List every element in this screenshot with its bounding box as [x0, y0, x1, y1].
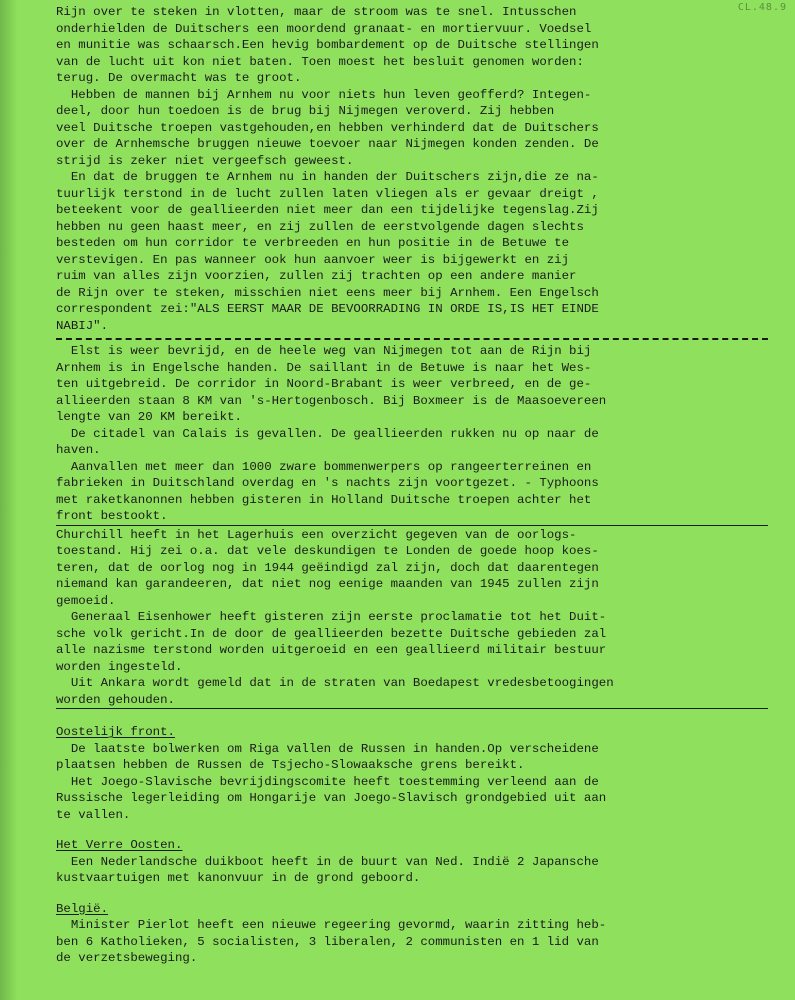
text-line: Generaal Eisenhower heeft gisteren zijn eerste proclamatie tot het Duit-	[56, 610, 607, 624]
section-heading: Oostelijk front.	[56, 725, 175, 739]
text-line: Het Joego-Slavische bevrijdingscomite heeft toestemming verleend aan de	[56, 774, 599, 789]
news-block	[56, 527, 768, 709]
news-block	[56, 343, 768, 525]
text-line: met raketkanonnen hebben gisteren in Holland Duitsche troepen achter het	[56, 492, 592, 507]
text-line: De laatste bolwerken om Riga vallen de Russen in handen.Op verscheidene	[56, 741, 599, 756]
text-line: Rijn over te steken in vlotten, maar de stroom was te snel. Intusschen	[56, 5, 577, 19]
text-line: deel, door hun toedoen is de brug bij Nijmegen veroverd. Zij hebben	[56, 104, 555, 118]
text-line: worden ingesteld.	[56, 659, 183, 674]
text-line: tuurlijk terstond in de lucht zullen laten vliegen als er gevaar dreigt ,	[56, 186, 599, 201]
text-line: besteden om hun corridor te verbreeden en hun positie in de Betuwe te	[56, 236, 570, 250]
text-line: Russische legerleiding om Hongarije van Joego-Slavisch grondgebied uit aan	[56, 791, 607, 805]
text-line: Arnhem is in Engelsche handen. De saillant in de Betuwe is naar het Wes-	[56, 360, 592, 375]
paragraph	[56, 87, 768, 170]
text-line: Minister Pierlot heeft een nieuwe regeering gevormd, waarin zitting heb-	[56, 918, 607, 932]
section-heading: Het Verre Oosten.	[56, 838, 183, 852]
text-line: hebben nu geen haast meer, en zij zullen de eerstvolgende dagen slechts	[56, 219, 584, 234]
text-line: Aanvallen met meer dan 1000 zware bommenwerpers op rangeerterreinen en	[56, 459, 592, 474]
solid-divider	[56, 525, 768, 526]
text-line: de Rijn over te steken, misschien niet eens meer bij Arnhem. Een Engelsch	[56, 285, 599, 300]
text-line: van de lucht uit kon niet baten. Toen moest het besluit genomen worden:	[56, 54, 584, 69]
text-line: en munitie was schaarsch.Een hevig bombardement op de Duitsche stellingen	[56, 38, 599, 52]
text-line: ten uitgebreid. De corridor in Noord-Brabant is weer verbreed, en de ge-	[56, 377, 592, 391]
text-line: toestand. Hij zei o.a. dat vele deskundigen te Londen de goede hoop koes-	[56, 544, 599, 558]
text-line: correspondent zei:"ALS EERST MAAR DE BEVOORRADING IN ORDE IS,IS HET EINDE	[56, 302, 599, 316]
text-line: lengte van 20 KM bereikt.	[56, 410, 242, 424]
text-line: kustvaartuigen met kanonvuur in de grond geboord.	[56, 871, 421, 885]
text-line: onderhielden de Duitschers een moordend granaat- en mortiervuur. Voedsel	[56, 21, 592, 36]
text-line: alle nazisme terstond worden uitgeroeid en een geallieerd militair bestuur	[56, 643, 607, 657]
paragraph	[56, 4, 768, 87]
text-line: front bestookt.	[56, 509, 168, 523]
text-line: verstevigen. En pas wanneer ook hun aanvoer weer is bijgewerkt en zij	[56, 252, 570, 267]
section-heading: België.	[56, 901, 109, 916]
text-line: niemand kan garandeeren, dat niet nog eenige maanden van 1945 zullen zijn	[56, 577, 599, 591]
text-line: Elst is weer bevrijd, en de heele weg van Nijmegen tot aan de Rijn bij	[56, 344, 592, 358]
text-line: ben 6 Katholieken, 5 socialisten, 3 liberalen, 2 communisten en 1 lid van	[56, 934, 599, 949]
text-line: haven.	[56, 443, 101, 457]
text-line: En dat de bruggen te Arnhem nu in handen der Duitschers zijn,die ze na-	[56, 170, 599, 184]
text-line: sche volk gericht.In de door de geallieerden bezette Duitsche gebieden zal	[56, 626, 607, 641]
text-line: beteekent voor de geallieerden niet meer dan een tijdelijke tegenslag.Zij	[56, 203, 599, 217]
text-line: fabrieken in Duitschland overdag en 's nachts zijn voortgezet. - Typhoons	[56, 476, 599, 490]
text-line: gemoeid.	[56, 593, 116, 608]
page-edge	[0, 0, 18, 1000]
text-line: ruim van alles zijn voorzien, zullen zij trachten op een andere manier	[56, 269, 577, 283]
text-line: terug. De overmacht was te groot.	[56, 71, 302, 85]
paragraph	[56, 169, 768, 334]
text-line: Een Nederlandsche duikboot heeft in de buurt van Ned. Indië 2 Japansche	[56, 854, 599, 869]
text-line: Hebben de mannen bij Arnhem nu voor niets hun leven geofferd? Integen-	[56, 87, 592, 102]
text-line: veel Duitsche troepen vastgehouden,en hebben verhinderd dat de Duitschers	[56, 120, 599, 135]
document-body	[56, 4, 768, 967]
solid-divider	[56, 708, 768, 709]
section-oostelijk-front	[56, 724, 768, 823]
text-line: over de Arnhemsche bruggen nieuwe toevoer naar Nijmegen konden zenden. De	[56, 137, 599, 151]
text-line: de verzetsbeweging.	[56, 951, 198, 965]
section-belgie	[56, 901, 768, 967]
text-line: te vallen.	[56, 807, 131, 822]
text-line: allieerden staan 8 KM van 's-Hertogenbosch. Bij Boxmeer is de Maasoevereen	[56, 393, 607, 408]
text-line: plaatsen hebben de Russen de Tsjecho-Slowaaksche grens bereikt.	[56, 758, 525, 772]
text-line: teren, dat de oorlog nog in 1944 geëindigd zal zijn, doch dat daarentegen	[56, 560, 599, 575]
archive-stamp: CL.48.9	[737, 2, 787, 13]
section-verre-oosten	[56, 837, 768, 887]
text-line: Churchill heeft in het Lagerhuis een overzicht gegeven van de oorlogs-	[56, 527, 577, 542]
text-line: worden gehouden.	[56, 692, 175, 707]
text-line: Uit Ankara wordt gemeld dat in de straten van Boedapest vredesbetoogingen	[56, 676, 614, 690]
dashed-divider	[56, 338, 768, 340]
text-line: De citadel van Calais is gevallen. De geallieerden rukken nu op naar de	[56, 426, 599, 441]
text-line: NABIJ".	[56, 318, 109, 333]
text-line: strijd is zeker niet vergeefsch geweest.	[56, 153, 354, 168]
